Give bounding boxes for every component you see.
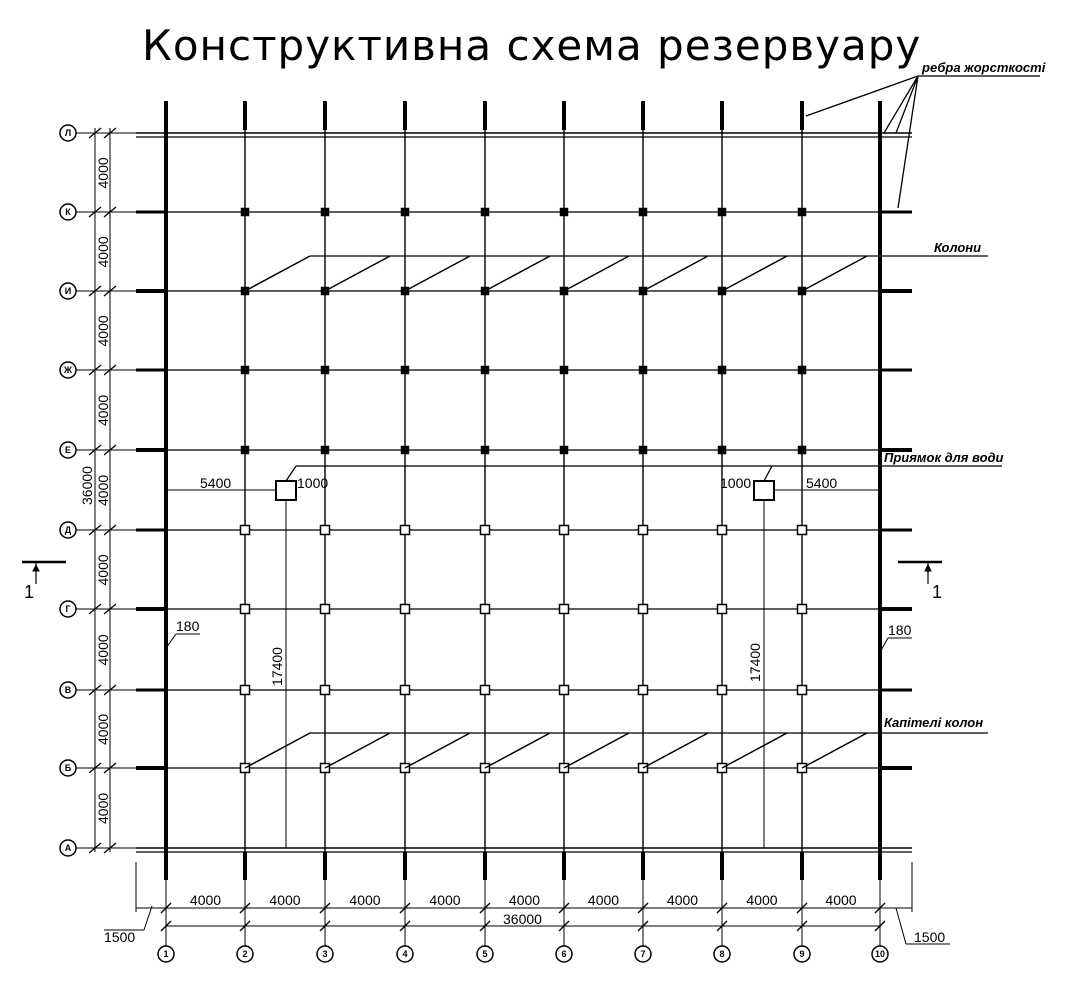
column xyxy=(561,367,568,374)
column xyxy=(241,605,250,614)
sump-depth-right: 17400 xyxy=(747,643,763,682)
column xyxy=(798,605,807,614)
row-axis-label: И xyxy=(64,286,72,296)
capital-hatch xyxy=(643,733,708,768)
bay-dim-vertical: 4000 xyxy=(95,394,111,426)
capital-hatch xyxy=(245,733,310,768)
col-axis-label: 4 xyxy=(402,949,408,959)
capital-hatch xyxy=(564,256,629,291)
bay-dim-vertical: 4000 xyxy=(95,157,111,189)
total-width: 36000 xyxy=(503,911,542,927)
col-axis-label: 1 xyxy=(163,949,169,959)
row-axis-label: Ж xyxy=(63,365,73,375)
bay-dim-vertical: 4000 xyxy=(95,474,111,506)
sump-size-left: 1000 xyxy=(297,475,329,491)
capital-hatch xyxy=(405,256,470,291)
total-height: 36000 xyxy=(79,466,95,505)
column xyxy=(639,605,648,614)
col-axis-label: 10 xyxy=(874,949,886,959)
column xyxy=(321,526,330,535)
col-axis-label: 3 xyxy=(322,949,328,959)
column xyxy=(402,447,409,454)
capital-hatch xyxy=(325,256,390,291)
bay-dim-horizontal: 4000 xyxy=(587,892,620,908)
sump-callout: Приямок для води xyxy=(884,450,1004,465)
col-axis-label: 9 xyxy=(799,949,805,959)
wall-thickness-right: 180 xyxy=(888,622,912,638)
capital-hatch xyxy=(564,733,629,768)
column xyxy=(402,209,409,216)
column xyxy=(241,526,250,535)
drawing-title: Конструктивна схема резервуару xyxy=(142,21,922,70)
column xyxy=(482,367,489,374)
column xyxy=(560,686,569,695)
column xyxy=(482,209,489,216)
grid-marks xyxy=(60,101,912,962)
column xyxy=(482,447,489,454)
column xyxy=(242,209,249,216)
column xyxy=(798,526,807,535)
sump-offset-left: 5400 xyxy=(200,475,232,491)
column xyxy=(241,686,250,695)
column xyxy=(718,526,727,535)
column xyxy=(561,209,568,216)
capital-hatch xyxy=(325,733,390,768)
row-axis-label: Е xyxy=(64,445,72,455)
capital-hatch xyxy=(722,256,787,291)
sump-right xyxy=(754,481,774,500)
column xyxy=(561,447,568,454)
capital-hatch xyxy=(485,256,550,291)
section-marks xyxy=(22,562,942,584)
sump-size-right: 1000 xyxy=(720,475,752,491)
column xyxy=(322,209,329,216)
section-label-right: 1 xyxy=(932,582,943,602)
column xyxy=(560,605,569,614)
bay-dim-vertical: 4000 xyxy=(95,236,111,268)
column xyxy=(639,526,648,535)
sump-left xyxy=(276,481,296,500)
bay-dim-horizontal: 4000 xyxy=(666,892,699,908)
column xyxy=(799,209,806,216)
section-label-left: 1 xyxy=(24,582,35,602)
column xyxy=(799,367,806,374)
column xyxy=(718,605,727,614)
bay-dim-horizontal: 4000 xyxy=(746,892,778,908)
column xyxy=(481,605,490,614)
column xyxy=(321,605,330,614)
bay-dim-vertical: 4000 xyxy=(95,713,111,745)
capital-hatch xyxy=(802,733,867,768)
ribs-callout: ребра жорсткості xyxy=(922,60,1046,75)
column xyxy=(640,209,647,216)
col-axis-label: 6 xyxy=(561,949,567,959)
capital-hatch xyxy=(802,256,867,291)
wall-thickness-left: 180 xyxy=(176,618,200,634)
column xyxy=(401,526,410,535)
capital-hatch xyxy=(722,733,787,768)
bay-dim-horizontal: 4000 xyxy=(508,892,541,908)
overhang-right: 1500 xyxy=(914,929,946,945)
column xyxy=(242,447,249,454)
bay-dim-horizontal: 4000 xyxy=(269,892,301,908)
column xyxy=(242,367,249,374)
bay-dim-vertical: 4000 xyxy=(95,554,111,586)
column xyxy=(401,605,410,614)
bay-dim-horizontal: 4000 xyxy=(429,892,461,908)
column xyxy=(719,447,726,454)
column xyxy=(639,686,648,695)
col-axis-label: 2 xyxy=(242,949,248,959)
col-axis-label: 8 xyxy=(719,949,725,959)
sump-offset-right: 5400 xyxy=(806,475,838,491)
row-axis-label: Г xyxy=(65,604,71,614)
columns-callout: Колони xyxy=(934,240,982,255)
capital-hatch xyxy=(643,256,708,291)
column xyxy=(798,686,807,695)
column xyxy=(322,447,329,454)
col-axis-label: 5 xyxy=(482,949,488,959)
bay-dim-horizontal: 4000 xyxy=(189,892,222,908)
capital-hatch xyxy=(245,256,310,291)
bay-dim-horizontal: 4000 xyxy=(349,892,381,908)
column xyxy=(719,367,726,374)
callout-leaders xyxy=(806,76,1040,733)
column xyxy=(640,367,647,374)
capitals-callout: Капітелі колон xyxy=(884,715,984,730)
row-axis-label: В xyxy=(64,685,72,695)
capital-hatch xyxy=(485,733,550,768)
column xyxy=(719,209,726,216)
column xyxy=(401,686,410,695)
overhang-left: 1500 xyxy=(104,929,136,945)
row-axis-label: Д xyxy=(64,525,72,535)
col-axis-label: 7 xyxy=(640,949,646,959)
row-axis-label: К xyxy=(65,207,71,217)
column xyxy=(321,686,330,695)
bay-dim-vertical: 4000 xyxy=(95,315,111,347)
column xyxy=(640,447,647,454)
column xyxy=(322,367,329,374)
row-axis-label: Б xyxy=(64,763,72,773)
column xyxy=(718,686,727,695)
sump-depth-left: 17400 xyxy=(269,647,285,686)
column xyxy=(481,526,490,535)
row-axis-label: Л xyxy=(64,128,72,138)
row-axis-label: А xyxy=(64,843,72,853)
column xyxy=(402,367,409,374)
column xyxy=(560,526,569,535)
bay-dim-vertical: 4000 xyxy=(95,634,111,666)
bay-dim-horizontal: 4000 xyxy=(825,892,857,908)
column xyxy=(799,447,806,454)
bay-dim-vertical: 4000 xyxy=(95,792,111,824)
column xyxy=(481,686,490,695)
capital-hatch xyxy=(405,733,470,768)
